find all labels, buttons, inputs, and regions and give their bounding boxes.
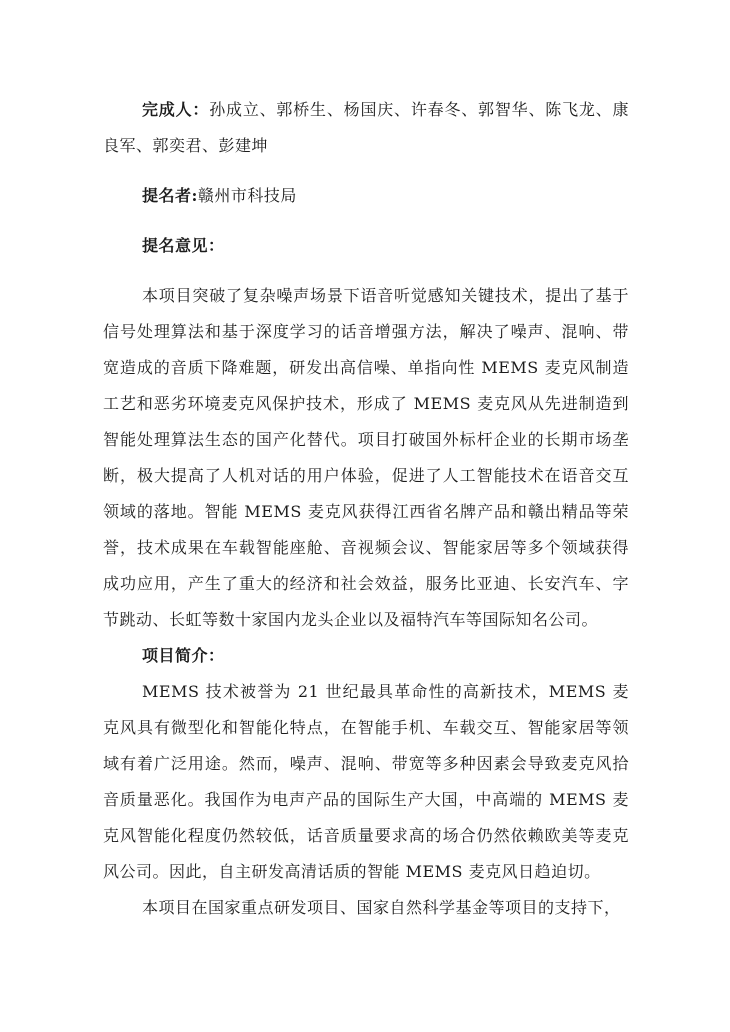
project-intro-paragraph-1: MEMS 技术被誉为 21 世纪最具革命性的高新技术，MEMS 麦克风具有微型化和智能化特点，在智能手机、车载交互、智能家居等领域有着广泛用途。然而，噪声、混响、带宽等多种因素会导致麦克风拾音质量恶化。我国作为电声产品的国际生产大国，中高端的 MEMS 麦克风智能化程度仍然较低，话音质量要求高的场合仍然依赖欧美等麦克风公司。因此，自主研发高清话质的智能 MEMS 麦克风日趋迫切。: [103, 682, 629, 881]
nominator-label: 提名者:: [142, 186, 198, 205]
nominator-value: 赣州市科技局: [197, 186, 297, 205]
completers-line: [103, 92, 629, 164]
completers-names: 孙成立、郭桥生、杨国庆、许春冬、郭智华、陈飞龙、康良军、郭奕君、彭建坤: [103, 100, 629, 155]
nomination-opinion-heading: [103, 228, 629, 264]
nominator-line: [103, 178, 629, 214]
completers-label: 完成人：: [142, 100, 210, 119]
project-intro-heading-label: 项目简介：: [142, 646, 225, 665]
project-intro-heading: [103, 638, 629, 674]
project-intro-paragraph-2: 本项目在国家重点研发项目、国家自然科学基金等项目的支持下，: [142, 898, 621, 917]
nomination-opinion-paragraph: 本项目突破了复杂噪声场景下语音听觉感知关键技术，提出了基于信号处理算法和基于深度学习的话音增强方法，解决了噪声、混响、带宽造成的音质下降难题，研发出高信噪、单指向性 MEMS 麦克风制造工艺和恶劣环境麦克风保护技术，形成了 MEMS 麦克风从先进制造到智能处理算法生态的国产化替代。项目打破国外标杆企业的长期市场垄断，极大提高了人机对话的用户体验，促进了人工智能技术在语音交互领域的落地。智能 MEMS 麦克风获得江西省名牌产品和赣出精品等荣誉，技术成果在车载智能座舱、音视频会议、智能家居等多个领域获得成功应用，产生了重大的经济和社会效益，服务比亚迪、长安汽车、字节跳动、长虹等数十家国内龙头企业以及福特汽车等国际知名公司。: [103, 286, 629, 629]
nomination-opinion-heading-label: 提名意见：: [142, 236, 225, 255]
